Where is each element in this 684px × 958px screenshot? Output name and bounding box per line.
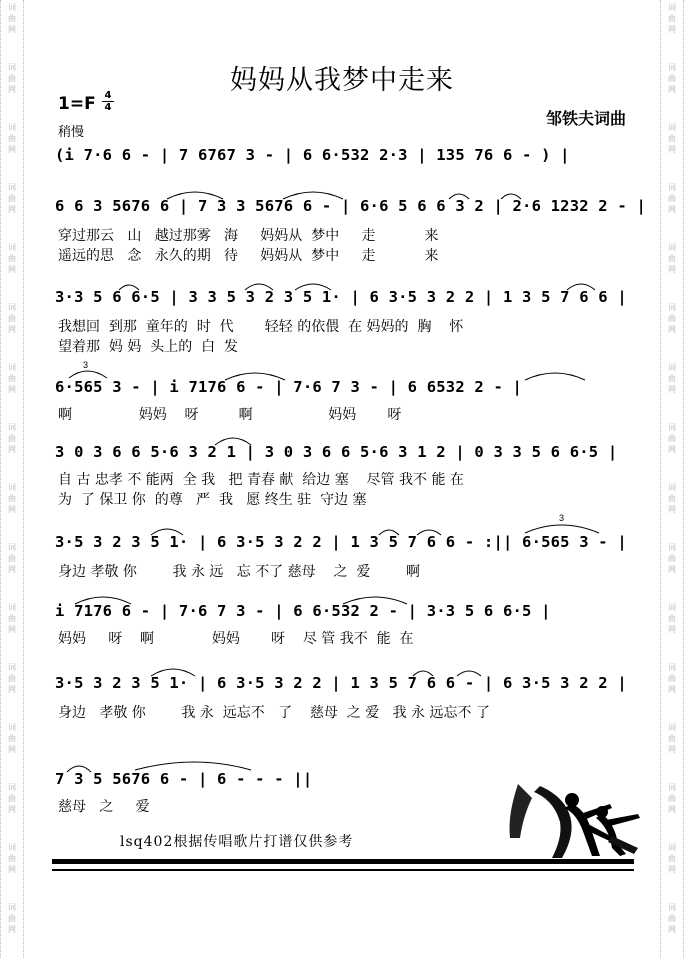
notation-line: 3 0 3 6 6 5·6 3 2 1 | 3 0 3 6 6 5·6 3 1 2 | 0 3 3 5 6 6·5 | [55,443,618,461]
watermark-mark: 词 曲 网 [8,903,16,934]
notation-line: 3·5 3 2 3 5 1· | 6 3·5 3 2 2 | 1 3 5 7 6 6 - | 6 3·5 3 2 2 | [55,674,627,692]
lyric-verse-2: 望着那 妈 妈 头上的 白 发 [58,339,239,355]
notation-line: 6 6 3 5676 6 | 7 3 3 5676 6 - | 6·6 5 6 6 3 2 | 2·6 1232 2 - | [55,197,646,215]
watermark-mark: 词 曲 网 [668,543,676,574]
watermark-mark: 词 曲 网 [8,123,16,154]
lyric-verse-1: 身边 孝敬 你 我 永 远 忘 不了 慈母 之 爱 啊 [58,564,420,580]
composer-credit: 邹铁夫词曲 [545,109,626,128]
lyric-verse-1: 慈母 之 爱 [58,799,150,815]
notation-line: 3·3 5 6 6·5 | 3 3 5 3 2 3 5 1· | 6 3·5 3 2 2 | 1 3 5 7 6 6 | [55,288,627,306]
time-signature-bottom: 4 [102,101,114,113]
watermark-mark: 词 曲 网 [668,63,676,94]
time-signature-top: 4 [104,90,112,101]
watermark-mark: 词 曲 网 [8,783,16,814]
watermark-mark: 词 曲 网 [8,63,16,94]
watermark-mark: 词 曲 网 [668,483,676,514]
watermark-mark: 词 曲 网 [8,363,16,394]
lyric-verse-1: 身边 孝敬 你 我 永 远忘不 了 慈母 之 爱 我 永 远忘不 了 [58,705,490,721]
left-watermark-strip [0,0,24,958]
watermark-mark: 词 曲 网 [668,183,676,214]
watermark-mark: 词 曲 网 [668,903,676,934]
watermark-mark: 词 曲 网 [8,243,16,274]
lyric-verse-1: 我想回 到那 童年的 时 代 轻轻 的依偎 在 妈妈的 胸 怀 [58,319,464,335]
watermark-mark: 词 曲 网 [668,363,676,394]
watermark-mark: 词 曲 网 [8,3,16,34]
tempo-marking: 稍慢 [58,125,85,140]
watermark-mark: 词 曲 网 [668,843,676,874]
watermark-mark: 词 曲 网 [8,423,16,454]
watermark-mark: 词 曲 网 [668,663,676,694]
watermark-mark: 词 曲 网 [668,243,676,274]
song-title: 妈妈从我梦中走来 [230,65,454,96]
key-signature: 1=F [58,94,96,114]
lyric-verse-2: 为 了 保卫 你 的尊 严 我 愿 终生 驻 守边 塞 [58,492,367,508]
notation-line: 3·5 3 2 3 5 1· | 6 3·5 3 2 2 | 1 3 5 7 6 6 - :|| 6·565 3 - | [55,533,627,551]
watermark-mark: 词 曲 网 [8,483,16,514]
watermark-mark: 词 曲 网 [8,303,16,334]
lyric-verse-1: 啊 妈妈 呀 啊 妈妈 呀 [58,407,402,423]
dancer-silhouette-image [500,778,650,863]
watermark-mark: 词 曲 网 [668,123,676,154]
watermark-mark: 词 曲 网 [8,543,16,574]
lyric-verse-1: 穿过那云 山 越过那雾 海 妈妈从 梦中 走 来 [58,228,439,244]
footer-note: lsq402根据传唱歌片打谱仅供参考 [120,834,354,850]
notation-line: 6·565 3 - | i 7176 6 - | 7·6 7 3 - | 6 6532 2 - | [55,378,523,396]
watermark-mark: 词 曲 网 [8,603,16,634]
lyric-verse-1: 自 古 忠孝 不 能两 全 我 把 青春 献 给边 塞 尽管 我不 能 在 [58,472,464,488]
watermark-mark: 词 曲 网 [668,603,676,634]
right-watermark-strip [660,0,684,958]
lyric-verse-1: 妈妈 呀 啊 妈妈 呀 尽 管 我不 能 在 [58,631,414,647]
notation-line: (i 7·6 6 - | 7 6767 3 - | 6 6·532 2·3 | 135 76 6 - ) | [55,146,570,164]
footer-divider-thick [52,859,634,864]
footer-divider-thin [52,869,634,871]
notation-line: 7 3 5 5676 6 - | 6 - - - || [55,770,313,788]
time-signature [102,90,114,113]
watermark-mark: 词 曲 网 [8,843,16,874]
notation-line: i 7176 6 - | 7·6 7 3 - | 6 6·532 2 - | 3·3 5 6 6·5 | [55,602,551,620]
watermark-mark: 词 曲 网 [8,663,16,694]
watermark-mark: 词 曲 网 [8,183,16,214]
svg-text:3: 3 [559,513,565,523]
watermark-mark: 词 曲 网 [8,723,16,754]
watermark-mark: 词 曲 网 [668,783,676,814]
lyric-verse-2: 遥远的思 念 永久的期 待 妈妈从 梦中 走 来 [58,248,439,264]
watermark-mark: 词 曲 网 [668,3,676,34]
watermark-mark: 词 曲 网 [668,303,676,334]
watermark-mark: 词 曲 网 [668,723,676,754]
watermark-mark: 词 曲 网 [668,423,676,454]
svg-text:3: 3 [83,360,89,370]
